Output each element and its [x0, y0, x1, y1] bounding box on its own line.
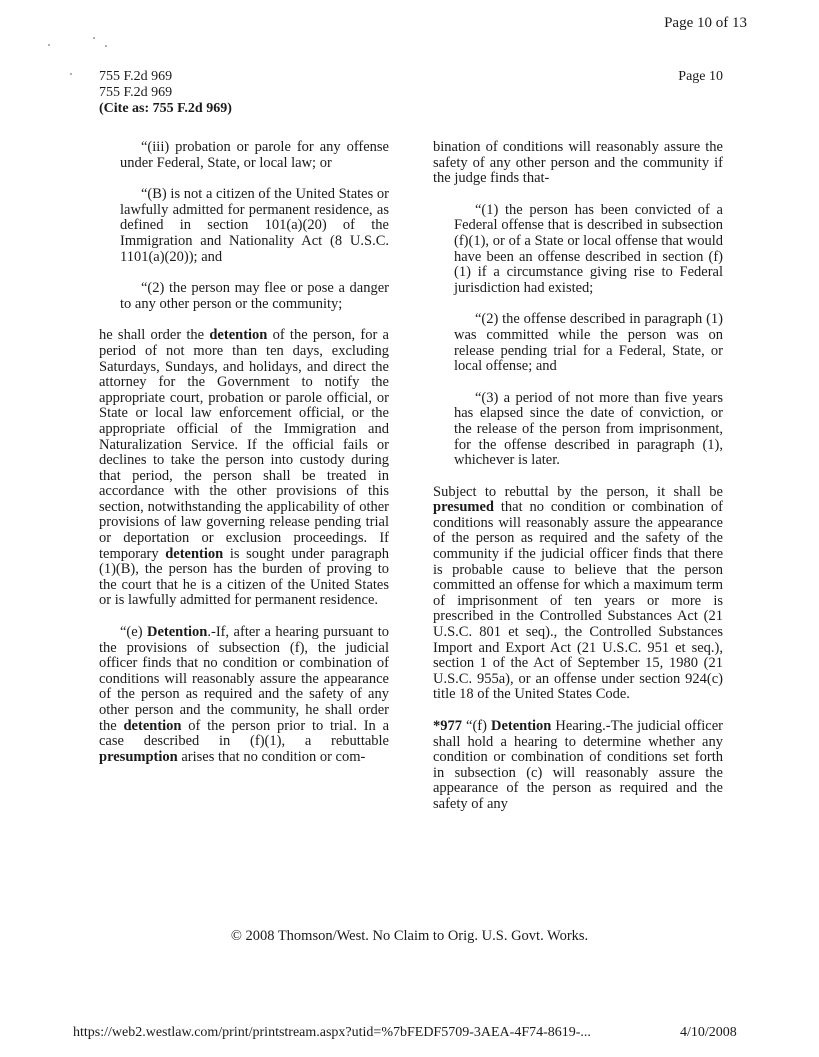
scan-speck	[93, 37, 95, 39]
paragraph-3: “(3) a period of not more than five years has elapsed since the date of conviction, or the release of the person from imprisonment, for the offense described in paragraph (1), whichever is later.	[454, 389, 723, 469]
citation-line-1: 755 F.2d 969	[99, 69, 173, 84]
cite-as: (Cite as: 755 F.2d 969)	[99, 101, 232, 116]
paragraph-iii: “(iii) probation or parole for any offense under Federal, State, or local law; or	[120, 139, 389, 171]
paragraph-detention-order: he shall order the detention of the person, for a period of not more than ten days, excluding Saturdays, Sundays, and holidays, and direct the attorney for the Government to notify the appropriate court, probation or parole official, or State or local law enforcement official, or the appropriate official of the Immigration and Naturalization Service. If the official fails or declines to take the person into custody during that period, the person shall be treated in accordance with the other provisions of this section, notwithstanding the applicability of other provisions of law governing release pending trial or deportation or exclusion proceedings. If temporary detention is sought under paragraph (1)(B), the person has the burden of proving to the court that he is a citizen of the United States or is lawfully admitted for permanent residence.	[99, 327, 389, 609]
page-number-of-total: Page 10 of 13	[664, 15, 747, 31]
term-presumed: presumed	[433, 499, 494, 516]
paragraph-1: “(1) the person has been convicted of a Federal offense that is described in subsection (f)(1), or of a State or local offense that would have been an offense described in section (f)(1) if a circumstance giving rise to Federal jurisdiction had existed;	[454, 201, 723, 296]
scan-speck	[105, 45, 107, 47]
term-detention: detention	[209, 327, 268, 344]
term-detention: detention	[123, 717, 182, 734]
star-page-ref: *977	[433, 718, 462, 734]
scan-speck	[48, 44, 50, 46]
print-date: 4/10/2008	[680, 1025, 737, 1040]
print-url: https://web2.westlaw.com/print/printstream.aspx?utid=%7bFEDF5709-3AEA-4F74-8619-...	[73, 1025, 591, 1040]
paragraph-b: “(B) is not a citizen of the United States or lawfully admitted for permanent residence, as defined in section 101(a)(20) of the Immigration and Nationality Act (8 U.S.C. 1101(a)(20)); and	[120, 186, 389, 265]
scan-speck	[70, 73, 72, 75]
paragraph-continuation: bination of conditions will reasonably assure the safety of any other person and the community if the judge finds that-	[433, 139, 723, 187]
paragraph-2: “(2) the offense described in paragraph (1) was committed while the person was on release pending trial for a Federal, State, or local offense; and	[454, 311, 723, 375]
paragraph-f-detention-hearing: *977 “(f) Detention Hearing.-The judicial officer shall hold a hearing to determine whether any condition or combination of conditions set forth in subsection (c) will reasonably assure the appearance of the person as required and the safety of any	[433, 718, 724, 812]
left-column	[99, 140, 389, 781]
paragraph-2: “(2) the person may flee or pose a danger to any other person or the community;	[120, 280, 389, 312]
term-detention: Detention	[490, 718, 552, 734]
copyright-notice: © 2008 Thomson/West. No Claim to Orig. U.S. Govt. Works.	[230, 928, 589, 944]
term-detention: Detention	[146, 624, 208, 641]
paragraph-rebuttal: Subject to rebuttal by the person, it shall be presumed that no condition or combination of conditions will reasonably assure the appearance of the person as required and the safety of the community if the judicial officer finds that there is probable cause to believe that the person committed an offense for which a maximum term of imprisonment of ten years or more is prescribed in the Controlled Substances Act (21 U.S.C. 801 et seq)., the Controlled Substances Import and Export Act (21 U.S.C. 951 et seq.), section 1 of the Act of September 15, 1980 (21 U.S.C. 955a), or an offense under section 924(c) title 18 of the United States Code.	[433, 483, 723, 703]
paragraph-e-detention: “(e) Detention.-If, after a hearing pursuant to the provisions of subsection (f), the judicial officer finds that no condition or combination of conditions will reasonably assure the appearance of the person as required and the safety of any other person and the community, he shall order the detention of the person prior to trial. In a case described in (f)(1), a rebuttable presumption arises that no condition or com-	[99, 624, 389, 765]
right-column	[433, 140, 723, 829]
term-presumption: presumption	[99, 748, 178, 765]
page-label: Page 10	[678, 69, 723, 84]
term-detention: detention	[165, 545, 224, 562]
citation-line-2: 755 F.2d 969	[99, 85, 173, 100]
